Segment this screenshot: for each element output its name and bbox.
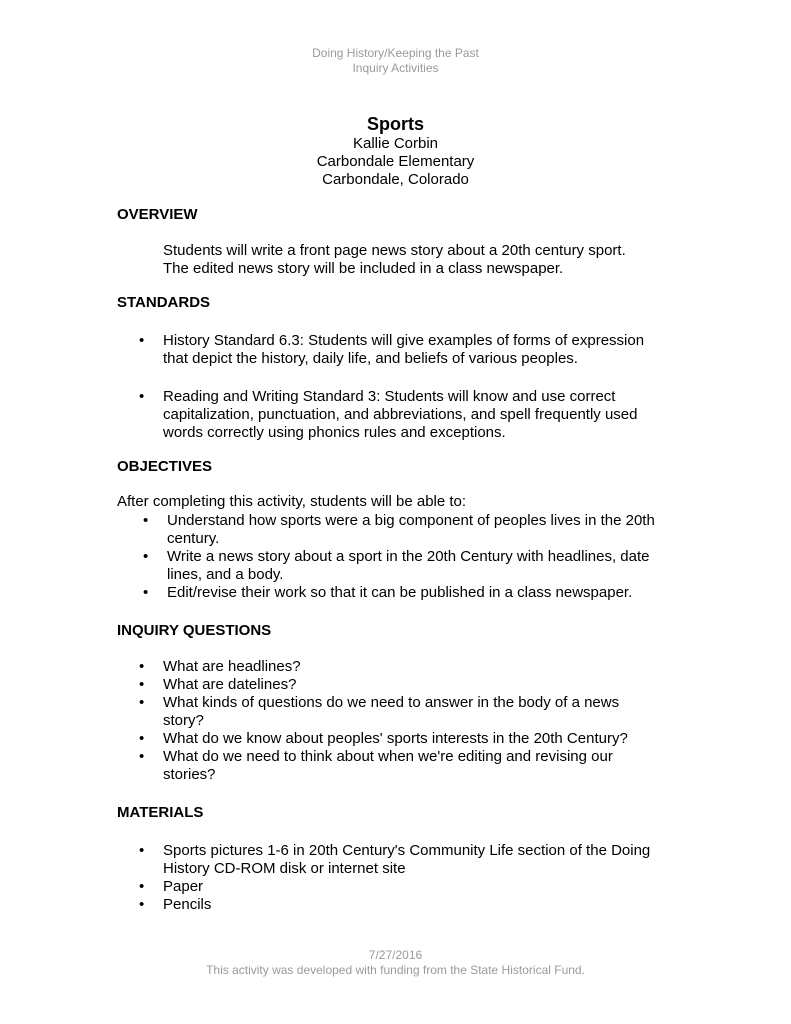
- inquiry-list: [139, 658, 703, 784]
- author-block: [0, 135, 791, 189]
- list-item: • What do we need to think about when we're editing and revising our stories?: [139, 748, 613, 783]
- list-item: • Paper: [139, 878, 204, 895]
- list-item: • Reading and Writing Standard 3: Students will know and use correct capitalization, punctuation, and abbreviations, and spell frequently used words correctly using phonics rules and exceptions.: [139, 388, 638, 441]
- page-footer: [0, 948, 791, 978]
- bullet-icon: •: [143, 584, 149, 601]
- list-item: • What are headlines?: [139, 658, 301, 675]
- list-item: • Understand how sports were a big component of peoples lives in the 20th century.: [143, 512, 655, 547]
- list-item: • Sports pictures 1-6 in 20th Century's Community Life section of the Doing History CD-ROM disk or internet site: [139, 842, 651, 877]
- author-school: Carbondale Elementary: [316, 153, 475, 170]
- list-item: • Edit/revise their work so that it can be published in a class newspaper.: [143, 584, 633, 601]
- bullet-icon: •: [139, 676, 145, 693]
- list-item: • History Standard 6.3: Students will give examples of forms of expression that depict the history, daily life, and beliefs of various peoples.: [139, 332, 645, 367]
- bullet-icon: •: [139, 730, 145, 747]
- bullet-icon: •: [139, 332, 145, 349]
- document-title: Sports: [366, 114, 424, 134]
- footer-date: 7/27/2016: [368, 948, 423, 962]
- bullet-icon: •: [139, 878, 145, 895]
- list-item: • What do we know about peoples' sports interests in the 20th Century?: [139, 730, 628, 747]
- inquiry-heading: INQUIRY QUESTIONS: [117, 622, 272, 639]
- overview-text: [163, 242, 703, 278]
- author-location: Carbondale, Colorado: [322, 171, 469, 188]
- header-line-2: Inquiry Activities: [352, 61, 439, 75]
- list-item: • What kinds of questions do we need to answer in the body of a news story?: [139, 694, 620, 729]
- objectives-lead: After completing this activity, students will be able to:: [117, 493, 467, 510]
- footer-note: This activity was developed with funding from the State Historical Fund.: [206, 963, 585, 977]
- materials-list: [139, 842, 703, 914]
- standards-heading: STANDARDS: [117, 294, 211, 311]
- overview-line: The edited news story will be included in a class newspaper.: [163, 260, 564, 277]
- list-item: • Pencils: [139, 896, 212, 913]
- list-item: • Write a news story about a sport in the 20th Century with headlines, date lines, and a body.: [143, 548, 650, 583]
- bullet-icon: •: [139, 658, 145, 675]
- running-header: [0, 46, 791, 76]
- overview-line: Students will write a front page news story about a 20th century sport.: [163, 242, 626, 259]
- list-item: • What are datelines?: [139, 676, 297, 693]
- bullet-icon: •: [143, 548, 149, 565]
- bullet-icon: •: [139, 896, 145, 913]
- objectives-heading: OBJECTIVES: [117, 458, 213, 475]
- overview-heading: OVERVIEW: [117, 206, 198, 223]
- bullet-icon: •: [143, 512, 149, 529]
- bullet-icon: •: [139, 694, 145, 711]
- author-name: Kallie Corbin: [352, 135, 439, 152]
- bullet-icon: •: [139, 388, 145, 405]
- bullet-icon: •: [139, 748, 145, 765]
- standards-list: [139, 332, 703, 442]
- objectives-list: [143, 512, 707, 602]
- header-line-1: Doing History/Keeping the Past: [312, 46, 479, 60]
- materials-heading: MATERIALS: [117, 804, 204, 821]
- bullet-icon: •: [139, 842, 145, 859]
